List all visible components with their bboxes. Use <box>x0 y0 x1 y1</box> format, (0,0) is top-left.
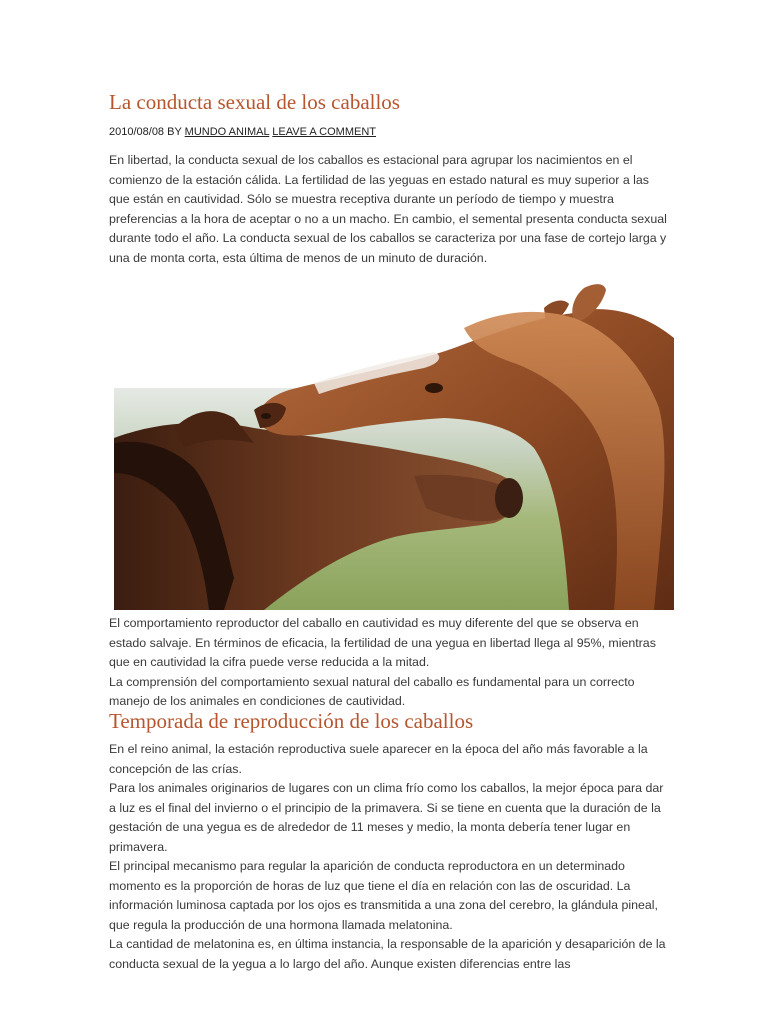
paragraph-season: En el reino animal, la estación reproductiva suele aparecer en la época del año más favorable a la concepción de las crías. <box>109 742 648 776</box>
post-by-label: BY <box>167 126 182 138</box>
paragraph-understanding: La comprensión del comportamiento sexual natural del caballo es fundamental para un correcto manejo de los animales en condiciones de cautividad. <box>109 674 635 708</box>
author-link[interactable]: MUNDO ANIMAL <box>184 126 270 138</box>
paragraph-captivity: El comportamiento reproductor del caballo en cautividad es muy diferente del que se observa en estado salvaje. En términos de eficacia, la fertilidad de una yegua en libertad llega al 95%, mientras que en cautividad la cifra puede verse reducida a la mitad. <box>109 616 656 669</box>
horses-photo <box>114 278 674 610</box>
intro-paragraph: En libertad, la conducta sexual de los caballos es estacional para agrupar los nacimientos en el comienzo de la estación cálida. La fertilidad de las yeguas en estado natural es muy superior a las que están en cautividad. Sólo se muestra receptiva durante un período de tiempo y muestra preferencias a la hora de aceptar o no a un macho. En cambio, el semental presenta conducta sexual durante todo el año. La conducta sexual de los caballos se caracteriza por una fase de cortejo larga y una de monta corta, esta última de menos de un minuto de duración. <box>109 153 667 265</box>
paragraph-light-mechanism: El principal mecanismo para regular la aparición de conducta reproductora en un determinado momento es la proporción de horas de luz que tiene el día en relación con las de oscuridad. La información luminosa captada por los ojos es transmitida a una zona del cerebro, la glándula pineal, que regula la producción de una hormona llamada melatonina. <box>109 859 658 932</box>
article-title[interactable]: La conducta sexual de los caballos <box>109 90 400 114</box>
post-meta <box>109 125 376 139</box>
intro-text <box>109 151 669 268</box>
section-title: Temporada de reproducción de los caballos <box>109 709 474 733</box>
leave-comment-link[interactable]: LEAVE A COMMENT <box>272 126 376 138</box>
paragraph-melatonin: La cantidad de melatonina es, en última instancia, la responsable de la aparición y desaparición de la conducta sexual de la yegua a lo largo del año. Aunque existen diferencias entre las <box>109 937 666 971</box>
section-body <box>109 740 669 974</box>
post-date: 2010/08/08 <box>109 126 165 138</box>
paragraph-birth-timing: Para los animales originarios de lugares con un clima frío como los caballos, la mejor época para dar a luz es el final del invierno o el principio de la primavera. Si se tiene en cuenta que la duración de la gestación de una yegua es de alrededor de 11 meses y medio, la monta debería tener lugar en primavera. <box>109 781 664 854</box>
horses-illustration <box>114 278 674 610</box>
post-photo-text <box>109 614 669 712</box>
